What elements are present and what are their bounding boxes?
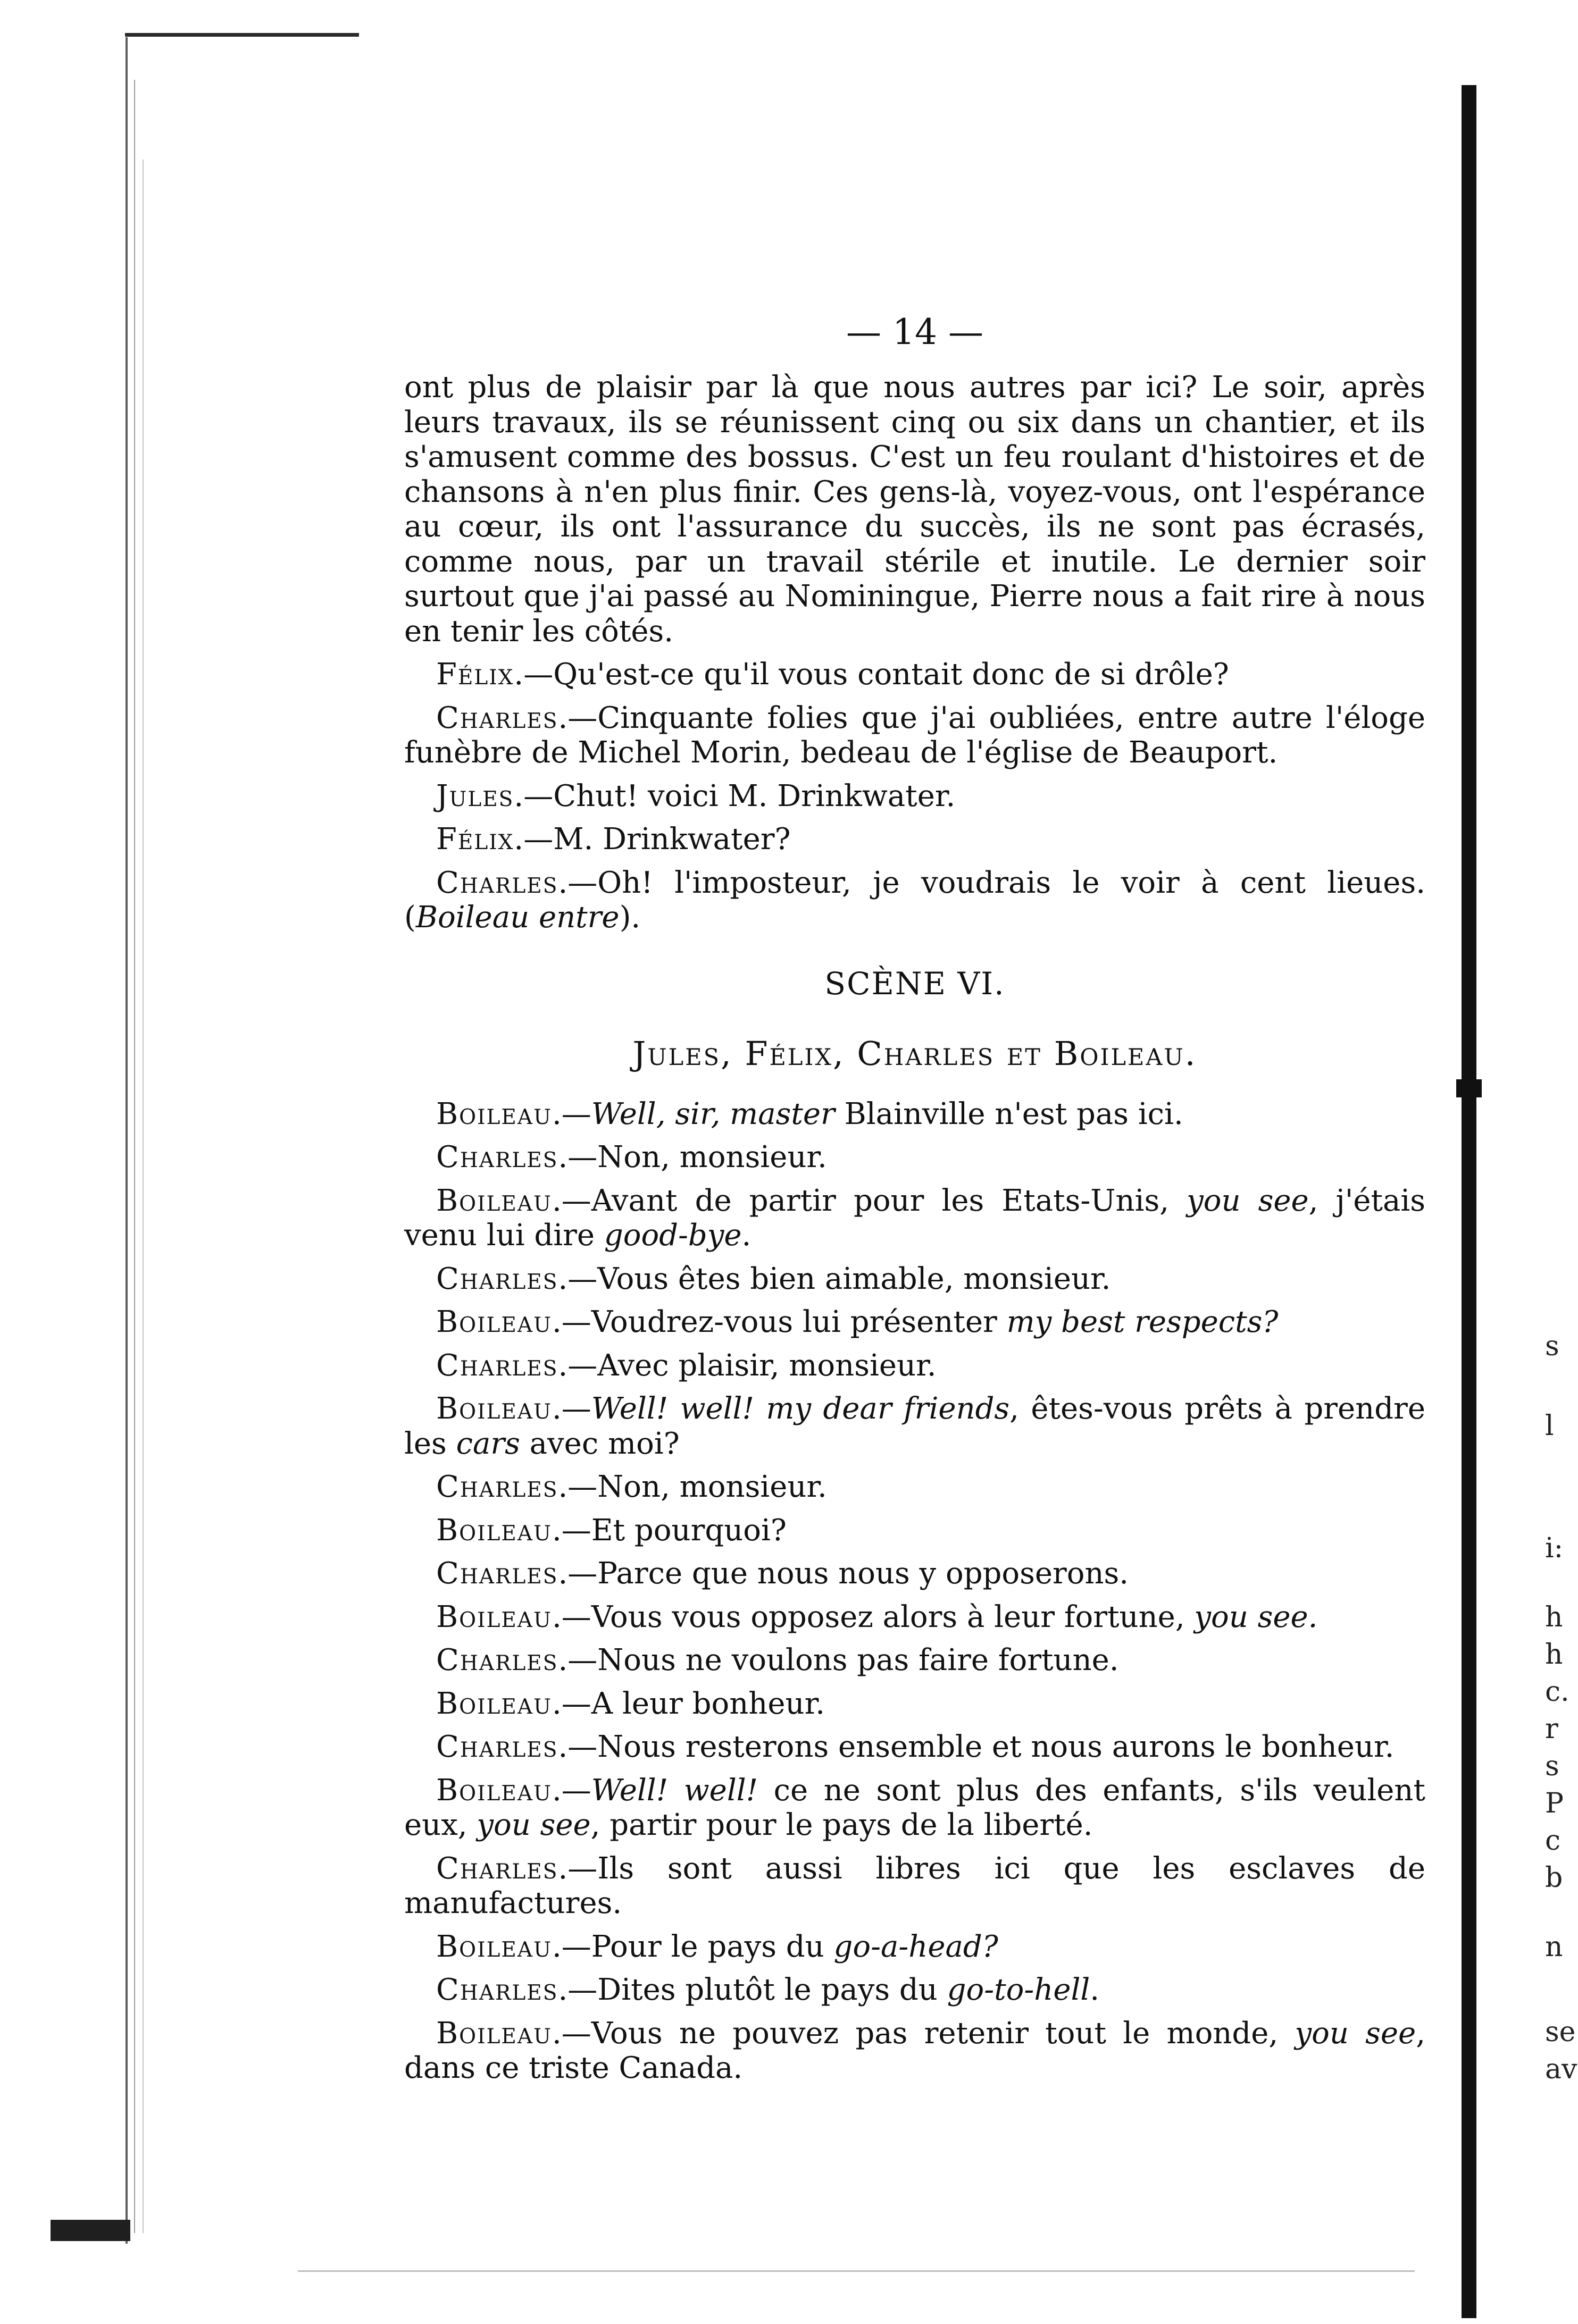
edge-fragment: b (1545, 1862, 1563, 1894)
speaker-name: Félix (436, 657, 514, 692)
line-text: Qu'est-ce qu'il vous contait donc de si drôle? (553, 657, 1229, 692)
line-text: , partir pour le pays de la liberté. (590, 1808, 1093, 1842)
paragraph (404, 370, 1425, 649)
speaker-name: Charles (436, 1348, 558, 1383)
line-text: Voudrez-vous lui présenter (591, 1305, 1007, 1339)
line-text: ont plus de plaisir par là que nous autres par ici? Le soir, après leurs travaux, ils se réunissent cinq ou six dans un chantier, et ils s'amusent comme des bossus. C'est un feu roulant d'histoires et de chansons à n'en plus finir. Ces gens-là, voyez-vous, ont l'espérance au cœur, ils ont l'assurance du succès, ils ne sont pas écrasés, comme nous, par un travail stérile et inutile. Le dernier soir surtout que j'ai passé au Nominingue, Pierre nous a fait rire à nous en tenir les côtés. (404, 370, 1425, 649)
italic-text: cars (456, 1426, 520, 1461)
italic-text: you see (1187, 1183, 1309, 1218)
dialogue-line: Charles.—Parce que nous nous y opposerons. (436, 1556, 1129, 1591)
dialogue-line: Boileau.—Well! well! ce ne sont plus des enfants, s'ils veulent eux, you see, partir pour le pays de la liberté. (404, 1773, 1426, 1842)
scene-characters: Jules, Félix, Charles et Boileau. (632, 1034, 1197, 1073)
gutter-shadow-notch (1456, 1079, 1482, 1097)
speaker-name: Charles (436, 1973, 558, 2007)
page-number: — 14 — (846, 312, 983, 353)
dialogue-line: Charles.—Oh! l'imposteur, je voudrais le voir à cent lieues. (Boileau entre). (404, 865, 1425, 935)
speaker-name: Boileau (436, 1513, 552, 1548)
dialogue-before-scene (404, 370, 1425, 935)
line-text: , j'étais venu lui dire (404, 1183, 1425, 1253)
dialogue-line: Charles.—Non, monsieur. (436, 1140, 827, 1174)
line-text: Parce que nous nous y opposerons. (597, 1556, 1129, 1591)
edge-fragment: c (1545, 1825, 1561, 1857)
italic-text: good-bye (604, 1218, 742, 1253)
italic-text: my best respects? (1006, 1305, 1279, 1339)
edge-fragment: n (1545, 1931, 1563, 1963)
dialogue-line: Charles.—Ils sont aussi libres ici que les esclaves de manufactures. (404, 1851, 1425, 1920)
dialogue-line: Charles.—Nous ne voulons pas faire fortune. (436, 1643, 1119, 1677)
dialogue-line: Boileau.—Avant de partir pour les Etats-Unis, you see, j'étais venu lui dire good-bye. (404, 1183, 1425, 1253)
dialogue-line: Jules.—Chut! voici M. Drinkwater. (436, 778, 956, 813)
dialogue-line: Charles.—Cinquante folies que j'ai oubliées, entre autre l'éloge funèbre de Michel Morin, bedeau de l'église de Beauport. (404, 700, 1425, 770)
line-text: Vous ne pouvez pas retenir tout le monde, (591, 2016, 1295, 2051)
line-text: Nous ne voulons pas faire fortune. (597, 1643, 1119, 1677)
dialogue-line: Charles.—Dites plutôt le pays du go-to-hell. (436, 1973, 1100, 2007)
line-text: Avant de partir pour les Etats-Unis, (591, 1183, 1187, 1218)
line-text: Oh! l'imposteur, je voudrais le voir à cent lieues. ( (404, 865, 1425, 935)
line-text: A leur bonheur. (591, 1686, 825, 1721)
speaker-name: Charles (436, 1261, 558, 1296)
line-text: Vous êtes bien aimable, monsieur. (597, 1261, 1111, 1296)
dialogue-line: Charles.—Vous êtes bien aimable, monsieur. (436, 1261, 1111, 1296)
speaker-name: Charles (436, 865, 558, 900)
line-text: Et pourquoi? (591, 1513, 787, 1548)
dialogue-line: Charles.—Non, monsieur. (436, 1470, 827, 1504)
speaker-name: Charles (436, 1851, 558, 1886)
scene-title: SCÈNE VI. (824, 965, 1005, 1002)
speaker-name: Boileau (436, 1183, 552, 1218)
italic-text: Boileau entre (415, 900, 620, 935)
italic-text: go-to-hell (947, 1973, 1090, 2007)
line-text: Dites plutôt le pays du (597, 1973, 947, 2007)
line-text: Vous vous opposez alors à leur fortune, (591, 1599, 1195, 1634)
dialogue-line: Charles.—Nous resterons ensemble et nous aurons le bonheur. (436, 1730, 1395, 1764)
line-text: Pour le pays du (591, 1929, 834, 1964)
speaker-name: Boileau (436, 1599, 552, 1634)
edge-fragment: c. (1545, 1676, 1569, 1708)
gutter-shadow-bar (1462, 85, 1476, 2318)
italic-text: you see (477, 1808, 591, 1842)
speaker-name: Boileau (436, 1773, 552, 1808)
speaker-name: Charles (436, 1140, 558, 1174)
line-text: ce ne sont plus des enfants, s'ils veulent eux, (404, 1773, 1426, 1842)
speaker-name: Boileau (436, 1929, 552, 1964)
edge-fragment: h (1545, 1601, 1563, 1633)
speaker-name: Charles (436, 1556, 558, 1591)
italic-text: you see. (1194, 1599, 1318, 1634)
edge-fragment: i: (1545, 1532, 1564, 1564)
binding-edge-foot (51, 2220, 130, 2241)
edge-fragment: r (1545, 1713, 1558, 1745)
dialogue-line: Boileau.—A leur bonheur. (436, 1686, 825, 1721)
line-text: Blainville n'est pas ici. (834, 1096, 1183, 1131)
line-text: Non, monsieur. (597, 1470, 827, 1504)
dialogue-line: Boileau.—Vous vous opposez alors à leur fortune, you see. (436, 1599, 1318, 1634)
italic-text: Well! well! (591, 1773, 758, 1808)
italic-text: go-a-head? (833, 1929, 998, 1964)
italic-text: Well! well! my dear friends (591, 1391, 1010, 1426)
line-text: Non, monsieur. (597, 1140, 827, 1174)
binding-edge-line (126, 37, 128, 2244)
speaker-name: Boileau (436, 1686, 552, 1721)
edge-fragment: av (1545, 2053, 1577, 2085)
speaker-name: Charles (436, 1643, 558, 1677)
line-text: Cinquante folies que j'ai oubliées, entre autre l'éloge funèbre de Michel Morin, bedeau de l'église de Beauport. (404, 700, 1425, 770)
speaker-name: Boileau (436, 1305, 552, 1339)
line-text: ). (619, 900, 641, 935)
italic-text: Well, sir, master (591, 1096, 835, 1131)
line-text: , êtes-vous prêts à prendre les (404, 1391, 1425, 1461)
line-text: avec moi? (520, 1426, 680, 1461)
line-text: Nous resterons ensemble et nous aurons le bonheur. (597, 1730, 1395, 1764)
edge-fragment: l (1545, 1410, 1554, 1442)
dialogue-line: Boileau.—Vous ne pouvez pas retenir tout le monde, you see, dans ce triste Canada. (404, 2016, 1425, 2085)
binding-edge-top (125, 33, 359, 37)
dialogue-line: Boileau.—Et pourquoi? (436, 1513, 787, 1548)
line-text: . (1090, 1973, 1100, 2007)
speaker-name: Boileau (436, 1391, 552, 1426)
line-text: Chut! voici M. Drinkwater. (553, 778, 956, 813)
edge-fragment: s (1545, 1330, 1559, 1362)
speaker-name: Jules (436, 778, 514, 813)
line-text: Ils sont aussi libres ici que les esclaves de manufactures. (404, 1851, 1425, 1920)
speaker-name: Charles (436, 700, 558, 735)
edge-fragment: P (1545, 1788, 1564, 1819)
dialogue-line: Boileau.—Well, sir, master Blainville n'est pas ici. (436, 1096, 1183, 1131)
italic-text: you see (1295, 2016, 1416, 2051)
speaker-name: Boileau (436, 2016, 552, 2051)
dialogue-line: Boileau.—Pour le pays du go-a-head? (436, 1929, 998, 1964)
edge-fragment: s (1545, 1750, 1559, 1782)
scene-dialogue (404, 1097, 1425, 2086)
dialogue-line: Félix.—M. Drinkwater? (436, 822, 791, 857)
edge-fragment: h (1545, 1639, 1563, 1671)
speaker-name: Charles (436, 1470, 558, 1504)
page-content (404, 298, 1425, 2094)
speaker-name: Charles (436, 1730, 558, 1764)
binding-edge-line (143, 160, 144, 2233)
dialogue-line: Boileau.—Voudrez-vous lui présenter my best respects? (436, 1305, 1279, 1339)
edge-fragment: se (1545, 2016, 1576, 2048)
binding-edge-line (134, 80, 135, 2233)
line-text: , dans ce triste Canada. (404, 2016, 1425, 2085)
speaker-name: Boileau (436, 1096, 552, 1131)
speaker-name: Félix (436, 822, 514, 857)
dialogue-line: Boileau.—Well! well! my dear friends, êtes-vous prêts à prendre les cars avec moi? (404, 1391, 1425, 1461)
line-text: M. Drinkwater? (553, 822, 791, 857)
dialogue-line: Félix.—Qu'est-ce qu'il vous contait donc de si drôle? (436, 657, 1229, 692)
line-text: . (741, 1218, 752, 1253)
bottom-rule (298, 2270, 1415, 2272)
line-text: Avec plaisir, monsieur. (597, 1348, 937, 1383)
dialogue-line: Charles.—Avec plaisir, monsieur. (436, 1348, 937, 1383)
